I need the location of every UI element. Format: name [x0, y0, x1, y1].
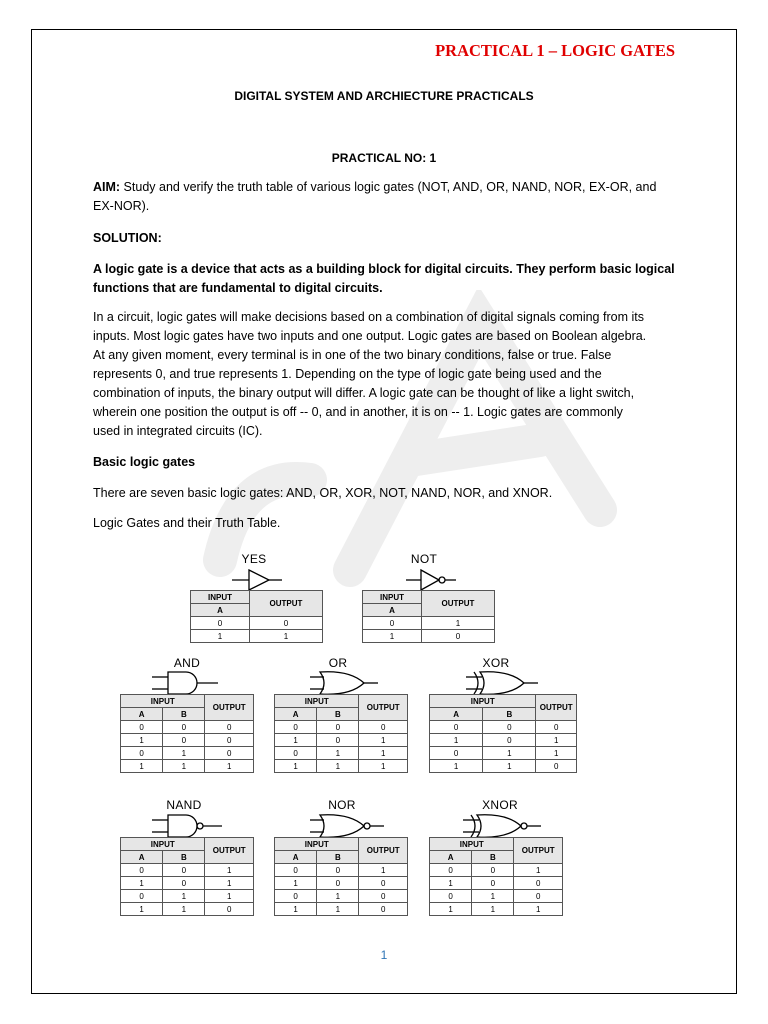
definition-line1: A logic gate is a device that acts as a building block for digital circuits. They perform basic logical — [93, 262, 675, 276]
header-input: INPUT — [121, 695, 205, 708]
table-row — [430, 760, 577, 773]
truth-table-xnor — [429, 837, 563, 916]
cell: 0 — [514, 890, 563, 903]
header-input: INPUT — [275, 838, 359, 851]
table-row — [121, 877, 254, 890]
table-row — [121, 747, 254, 760]
header-a: A — [363, 604, 422, 617]
cell: 1 — [317, 760, 359, 773]
truth-table-not — [362, 590, 495, 643]
body-line: used in integrated circuits (IC). — [93, 424, 263, 438]
gate-label-nand: NAND — [166, 798, 202, 812]
cell: 0 — [275, 864, 317, 877]
header-b: B — [483, 708, 536, 721]
cell: 0 — [205, 747, 254, 760]
table-row — [275, 864, 408, 877]
header-a: A — [191, 604, 250, 617]
cell: 0 — [359, 721, 408, 734]
cell: 0 — [430, 890, 472, 903]
table-row — [191, 630, 323, 643]
cell: 0 — [359, 890, 408, 903]
cell: 1 — [514, 903, 563, 916]
header-a: A — [430, 708, 483, 721]
gate-label-xnor: XNOR — [482, 798, 518, 812]
header-input: INPUT — [430, 695, 536, 708]
cell: 1 — [121, 903, 163, 916]
cell: 0 — [191, 617, 250, 630]
cell: 0 — [121, 747, 163, 760]
cell: 0 — [205, 903, 254, 916]
cell: 1 — [430, 760, 483, 773]
cell: 0 — [317, 734, 359, 747]
cell: 0 — [163, 864, 205, 877]
cell: 1 — [275, 760, 317, 773]
gates-caption: Logic Gates and their Truth Table. — [93, 516, 281, 530]
cell: 0 — [163, 734, 205, 747]
cell: 1 — [359, 864, 408, 877]
table-row — [363, 617, 495, 630]
body-line: combination of inputs, the binary output will differ. A logic gate can be thought of like a light switch, — [93, 386, 635, 400]
cell: 0 — [205, 734, 254, 747]
table-row — [363, 630, 495, 643]
header-b: B — [317, 708, 359, 721]
cell: 0 — [275, 890, 317, 903]
seven-gates-sentence: There are seven basic logic gates: AND, OR, XOR, NOT, NAND, NOR, and XNOR. — [93, 486, 553, 500]
gate-label-or: OR — [328, 656, 348, 670]
table-row — [275, 903, 408, 916]
table-row — [121, 864, 254, 877]
cell: 1 — [536, 734, 577, 747]
definition-paragraph — [93, 260, 683, 298]
or-gate-icon — [310, 670, 378, 696]
cell: 1 — [317, 903, 359, 916]
table-row — [430, 903, 563, 916]
header-input: INPUT — [275, 695, 359, 708]
header-a: A — [275, 851, 317, 864]
table-row — [121, 734, 254, 747]
header-input: INPUT — [363, 591, 422, 604]
cell: 0 — [121, 890, 163, 903]
aim-text-line2: EX-NOR). — [93, 199, 150, 213]
gate-label-yes: YES — [241, 552, 267, 566]
cell: 1 — [514, 864, 563, 877]
body-line: inputs. Most logic gates have two inputs and one output. Logic gates are based on Boolean algebra. — [93, 329, 647, 343]
basic-gates-heading: Basic logic gates — [93, 455, 196, 469]
cell: 0 — [275, 747, 317, 760]
aim-label: AIM: — [93, 180, 121, 194]
cell: 0 — [359, 877, 408, 890]
cell: 1 — [163, 890, 205, 903]
cell: 1 — [359, 760, 408, 773]
cell: 0 — [472, 877, 514, 890]
buffer-gate-icon — [232, 568, 282, 592]
cell: 0 — [430, 721, 483, 734]
table-row — [430, 721, 577, 734]
header-output: OUTPUT — [205, 838, 254, 864]
table-row — [121, 903, 254, 916]
cell: 0 — [514, 877, 563, 890]
solution-label: SOLUTION: — [93, 231, 162, 245]
cell: 1 — [317, 747, 359, 760]
cell: 0 — [317, 721, 359, 734]
body-paragraph — [93, 308, 683, 441]
gate-label-and: AND — [173, 656, 201, 670]
logic-gates-figure — [0, 540, 768, 940]
table-row — [430, 747, 577, 760]
cell: 0 — [163, 721, 205, 734]
cell: 1 — [275, 734, 317, 747]
cell: 0 — [363, 617, 422, 630]
cell: 0 — [472, 864, 514, 877]
cell: 1 — [163, 903, 205, 916]
cell: 1 — [205, 760, 254, 773]
truth-table-and — [120, 694, 254, 773]
cell: 1 — [359, 747, 408, 760]
table-row — [430, 864, 563, 877]
header-input: INPUT — [191, 591, 250, 604]
cell: 1 — [317, 890, 359, 903]
table-row — [275, 734, 408, 747]
nor-gate-icon — [310, 813, 384, 839]
cell: 1 — [359, 734, 408, 747]
cell: 0 — [250, 617, 323, 630]
cell: 1 — [163, 747, 205, 760]
cell: 1 — [430, 877, 472, 890]
table-row — [121, 890, 254, 903]
table-row — [121, 721, 254, 734]
document-subtitle: DIGITAL SYSTEM AND ARCHIECTURE PRACTICALS — [234, 89, 534, 103]
cell: 0 — [317, 877, 359, 890]
header-output: OUTPUT — [514, 838, 563, 864]
cell: 0 — [359, 903, 408, 916]
cell: 1 — [422, 617, 495, 630]
page-header-title: PRACTICAL 1 – LOGIC GATES — [435, 41, 675, 60]
table-row — [430, 877, 563, 890]
header-output: OUTPUT — [205, 695, 254, 721]
cell: 0 — [483, 721, 536, 734]
cell: 1 — [121, 734, 163, 747]
cell: 0 — [121, 864, 163, 877]
header-output: OUTPUT — [422, 591, 495, 617]
header-output: OUTPUT — [359, 695, 408, 721]
cell: 0 — [121, 721, 163, 734]
cell: 1 — [472, 903, 514, 916]
header-input: INPUT — [430, 838, 514, 851]
table-row — [191, 617, 323, 630]
cell: 0 — [536, 760, 577, 773]
truth-table-yes — [190, 590, 323, 643]
gate-label-not: NOT — [410, 552, 438, 566]
cell: 1 — [250, 630, 323, 643]
header-output: OUTPUT — [250, 591, 323, 617]
cell: 0 — [483, 734, 536, 747]
header-a: A — [121, 851, 163, 864]
cell: 1 — [121, 877, 163, 890]
xnor-gate-icon — [463, 813, 541, 839]
cell: 0 — [430, 747, 483, 760]
cell: 1 — [483, 747, 536, 760]
truth-table-xor — [429, 694, 577, 773]
table-row — [275, 760, 408, 773]
cell: 1 — [275, 877, 317, 890]
aim-paragraph — [93, 178, 683, 216]
page-number: 1 — [380, 948, 388, 962]
cell: 1 — [121, 760, 163, 773]
cell: 1 — [363, 630, 422, 643]
cell: 0 — [430, 864, 472, 877]
not-gate-icon — [406, 568, 456, 592]
cell: 1 — [275, 903, 317, 916]
cell: 0 — [205, 721, 254, 734]
cell: 0 — [275, 721, 317, 734]
body-line: In a circuit, logic gates will make decisions based on a combination of digital signals coming from its — [93, 310, 644, 324]
cell: 1 — [163, 760, 205, 773]
cell: 1 — [483, 760, 536, 773]
header-b: B — [317, 851, 359, 864]
gate-label-nor: NOR — [328, 798, 356, 812]
header-a: A — [430, 851, 472, 864]
aim-text-line1: Study and verify the truth table of various logic gates (NOT, AND, OR, NAND, NOR, EX-OR, and — [120, 180, 657, 194]
cell: 1 — [472, 890, 514, 903]
table-row — [275, 890, 408, 903]
header-b: B — [163, 708, 205, 721]
cell: 1 — [430, 734, 483, 747]
cell: 0 — [317, 864, 359, 877]
cell: 1 — [430, 903, 472, 916]
cell: 1 — [205, 864, 254, 877]
cell: 1 — [191, 630, 250, 643]
table-row — [430, 734, 577, 747]
header-output: OUTPUT — [359, 838, 408, 864]
header-a: A — [275, 708, 317, 721]
table-row — [275, 747, 408, 760]
nand-gate-icon — [152, 813, 222, 839]
header-output: OUTPUT — [536, 695, 577, 721]
header-b: B — [472, 851, 514, 864]
cell: 0 — [163, 877, 205, 890]
cell: 0 — [536, 721, 577, 734]
cell: 1 — [536, 747, 577, 760]
table-row — [275, 877, 408, 890]
cell: 1 — [205, 890, 254, 903]
body-line: represents 0, and true represents 1. Depending on the type of logic gate being used and the — [93, 367, 602, 381]
table-row — [121, 760, 254, 773]
and-gate-icon — [152, 670, 218, 696]
body-line: At any given moment, every terminal is in one of the two binary conditions, false or true. False — [93, 348, 612, 362]
table-row — [430, 890, 563, 903]
table-row — [275, 721, 408, 734]
header-a: A — [121, 708, 163, 721]
gate-label-xor: XOR — [482, 656, 510, 670]
practical-number: PRACTICAL NO: 1 — [331, 151, 437, 165]
truth-table-nand — [120, 837, 254, 916]
cell: 0 — [422, 630, 495, 643]
body-line: wherein one position the output is off -- 0, and in another, it is on -- 1. Logic gates are commonly — [93, 405, 623, 419]
header-b: B — [163, 851, 205, 864]
header-input: INPUT — [121, 838, 205, 851]
definition-line2: functions that are fundamental to digital circuits. — [93, 281, 383, 295]
xor-gate-icon — [466, 670, 538, 696]
cell: 1 — [205, 877, 254, 890]
truth-table-or — [274, 694, 408, 773]
truth-table-nor — [274, 837, 408, 916]
